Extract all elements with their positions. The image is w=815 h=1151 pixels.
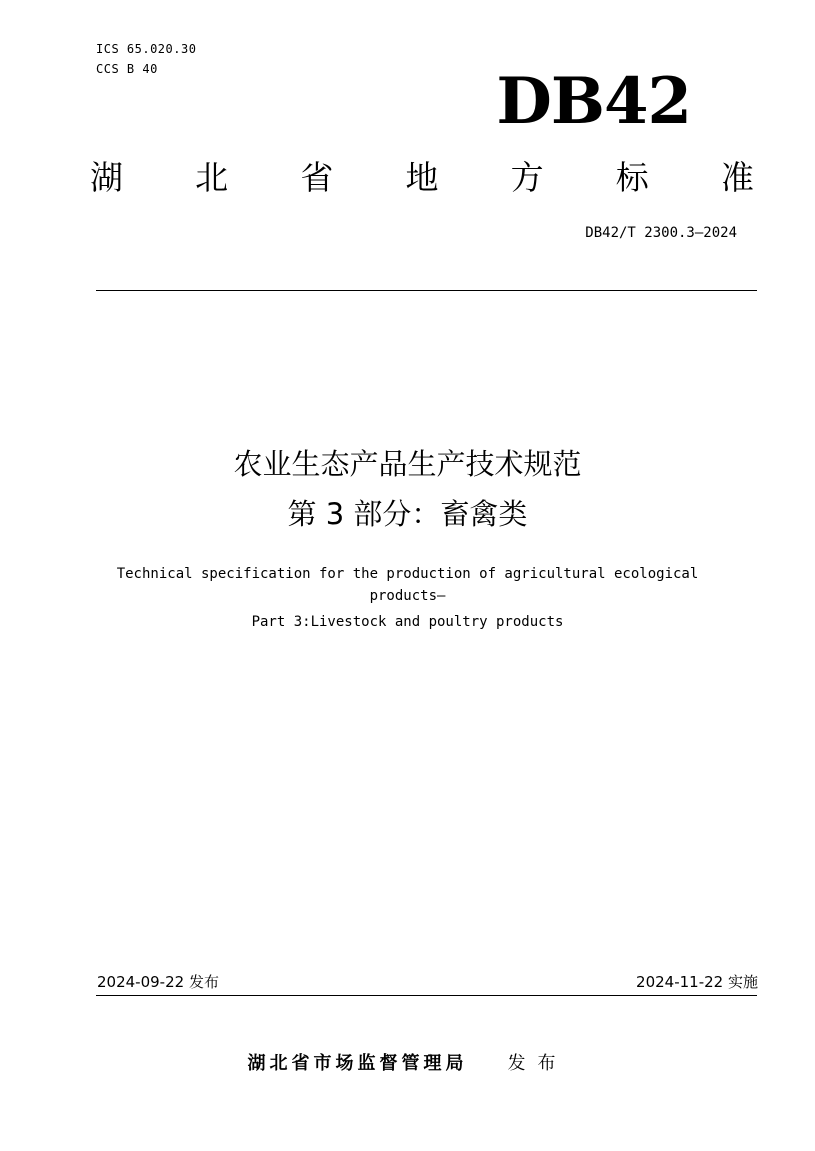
title-english-line-3: Part 3:Livestock and poultry products xyxy=(251,614,564,630)
standard-type-char: 地 xyxy=(405,158,439,197)
standard-type-char: 标 xyxy=(615,158,649,197)
issuer-name: 湖北省市场监督管理局 xyxy=(247,1053,468,1074)
standard-type-char: 北 xyxy=(195,158,229,197)
ics-code: ICS 65.020.30 xyxy=(96,42,197,56)
title-chinese-line-2: 第 3 部分：畜禽类 xyxy=(287,497,528,531)
title-english-line-1: Technical specification for the production of agricultural ecological xyxy=(116,566,699,582)
issuer-row xyxy=(0,1051,815,1077)
issue-date: 2024-09-22 发布 xyxy=(97,973,219,991)
issue-label: 发布 xyxy=(507,1053,568,1074)
standard-type-char: 方 xyxy=(510,158,544,197)
title-english-line-2: products— xyxy=(369,588,446,604)
standard-number: DB42/T 2300.3—2024 xyxy=(585,225,737,241)
top-divider xyxy=(96,290,757,291)
standard-type-char: 湖 xyxy=(90,158,123,197)
standard-type xyxy=(90,156,754,200)
ccs-code: CCS B 40 xyxy=(96,62,158,76)
standard-type-char: 省 xyxy=(300,158,334,197)
bottom-divider xyxy=(96,995,757,996)
implementation-date: 2024-11-22 实施 xyxy=(636,973,758,991)
standard-type-char: 准 xyxy=(720,158,754,197)
title-chinese-line-1: 农业生态产品生产技术规范 xyxy=(233,447,582,481)
db-code-logo: DB42 xyxy=(496,64,691,139)
